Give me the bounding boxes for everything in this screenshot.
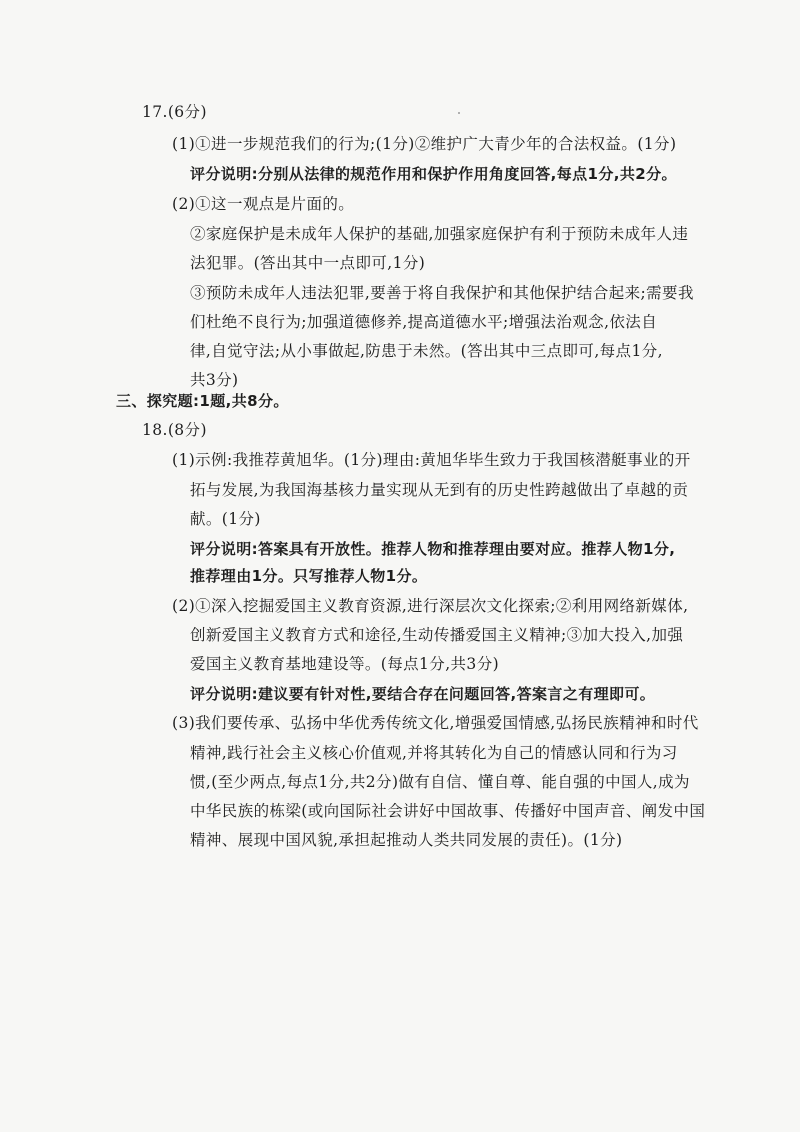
q18-part3-line2: 精神,践行社会主义核心价值观,并将其转化为自己的情感认同和行为习 <box>190 744 678 762</box>
q18-part1-line3: 献。(1分) <box>190 510 261 528</box>
q17-part2-point3-line1: ③预防未成年人违法犯罪,要善于将自我保护和其他保护结合起来;需要我 <box>190 284 694 302</box>
q18-part1-scoring-note-line2: 推荐理由1分。只写推荐人物1分。 <box>190 567 428 585</box>
q18-part3-line5: 精神、展现中国风貌,承担起推动人类共同发展的责任)。(1分) <box>190 831 623 849</box>
q18-part1-line1: (1)示例:我推荐黄旭华。(1分)理由:黄旭华毕生致力于我国核潜艇事业的开 <box>172 451 691 469</box>
q17-part2-point3-line2: 们杜绝不良行为;加强道德修养,提高道德水平;增强法治观念,依法自 <box>190 313 658 331</box>
q18-part2-scoring-note: 评分说明:建议要有针对性,要结合存在问题回答,答案言之有理即可。 <box>190 685 656 703</box>
q17-part2-point3-line4: 共3分) <box>190 371 239 389</box>
q17-part2-point3-line3: 律,自觉守法;从小事做起,防患于未然。(答出其中三点即可,每点1分, <box>190 342 663 360</box>
q18-part1-line2: 拓与发展,为我国海基核力量实现从无到有的历史性跨越做出了卓越的贡 <box>190 481 689 499</box>
q17-part1-answer: (1)①进一步规范我们的行为;(1分)②维护广大青少年的合法权益。(1分) <box>172 135 677 153</box>
q18-part2-line3: 爱国主义教育基地建设等。(每点1分,共3分) <box>190 655 500 673</box>
q17-part1-scoring-note: 评分说明:分别从法律的规范作用和保护作用角度回答,每点1分,共2分。 <box>190 165 677 183</box>
q18-part2-line2: 创新爱国主义教育方式和途径,生动传播爱国主义精神;③加大投入,加强 <box>190 626 684 644</box>
q18-part3-line1: (3)我们要传承、弘扬中华优秀传统文化,增强爱国情感,弘扬民族精神和时代 <box>172 714 699 732</box>
q17-heading: 17.(6分) <box>142 103 207 121</box>
q18-part3-line3: 惯,(至少两点,每点1分,共2分)做有自信、懂自尊、能自强的中国人,成为 <box>190 773 690 791</box>
q18-part1-scoring-note-line1: 评分说明:答案具有开放性。推荐人物和推荐理由要对应。推荐人物1分, <box>190 540 676 558</box>
q18-part2-line1: (2)①深入挖掘爱国主义教育资源,进行深层次文化探索;②利用网络新媒体, <box>172 597 689 615</box>
q18-heading: 18.(8分) <box>142 421 207 439</box>
scan-speck <box>458 112 460 114</box>
q17-part2-point2-line2: 法犯罪。(答出其中一点即可,1分) <box>190 254 426 272</box>
q17-part2-point2-line1: ②家庭保护是未成年人保护的基础,加强家庭保护有利于预防未成年人违 <box>190 225 689 243</box>
q17-part2-point1: (2)①这一观点是片面的。 <box>172 195 355 213</box>
section3-heading: 三、探究题:1题,共8分。 <box>116 392 289 410</box>
q18-part3-line4: 中华民族的栋梁(或向国际社会讲好中国故事、传播好中国声音、阐发中国 <box>190 802 706 820</box>
